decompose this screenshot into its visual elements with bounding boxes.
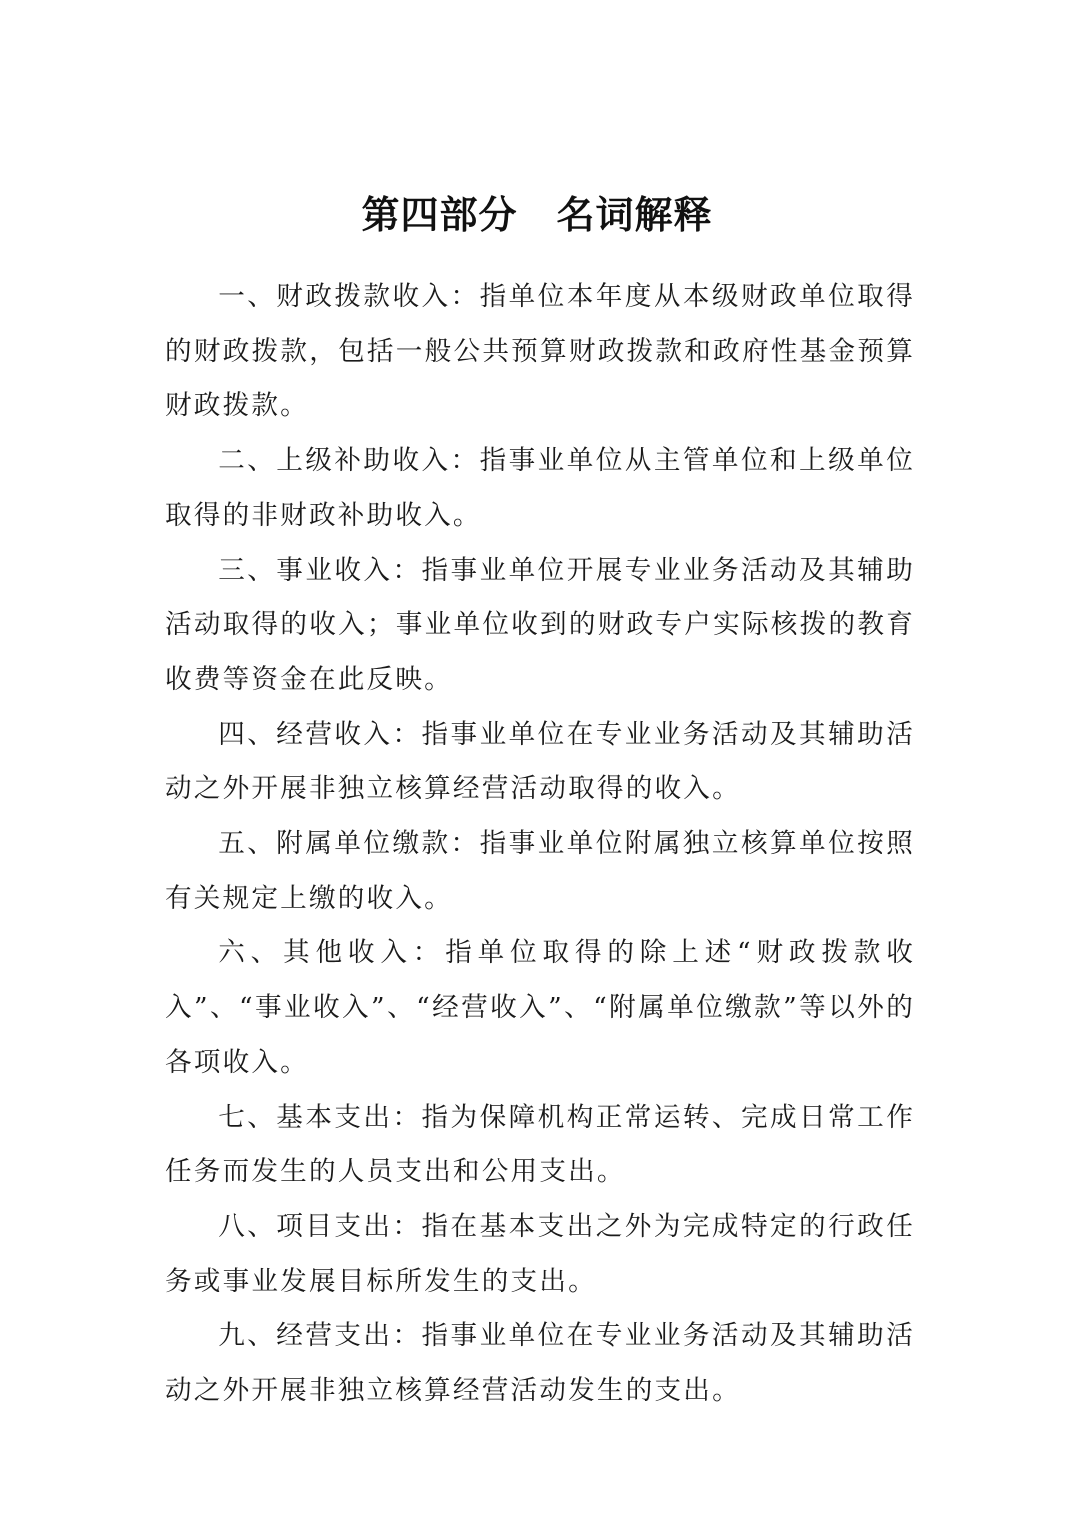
definition-paragraph-1: 一、财政拨款收入：指单位本年度从本级财政单位取得的财政拨款，包括一般公共预算财政拨款和政府性基金预算财政拨款。: [165, 281, 915, 422]
definition-paragraph-2: 二、上级补助收入：指事业单位从主管单位和上级单位取得的非财政补助收入。: [165, 445, 915, 531]
definition-paragraph-8: 八、项目支出：指在基本支出之外为完成特定的行政任务或事业发展目标所发生的支出。: [165, 1210, 915, 1297]
definition-paragraph-7: 七、基本支出：指为保障机构正常运转、完成日常工作任务而发生的人员支出和公用支出。: [165, 1101, 915, 1188]
definitions-body: [165, 270, 915, 1419]
definition-paragraph-5: 五、附属单位缴款：指事业单位附属独立核算单位按照有关规定上缴的收入。: [165, 828, 915, 914]
definition-paragraph-3: 三、事业收入：指事业单位开展专业业务活动及其辅助活动取得的收入；事业单位收到的财政专户实际核拨的教育收费等资金在此反映。: [165, 554, 915, 695]
definition-paragraph-9: 九、经营支出：指事业单位在专业业务活动及其辅助活动之外开展非独立核算经营活动发生的支出。: [165, 1320, 915, 1407]
definition-paragraph-4: 四、经营收入：指事业单位在专业业务活动及其辅助活动之外开展非独立核算经营活动取得的收入。: [165, 718, 915, 805]
definition-paragraph-6: 六、其他收入：指单位取得的除上述“财政拨款收入”、“事业收入”、“经营收入”、“附属单位缴款”等以外的各项收入。: [165, 937, 915, 1078]
page-title: 第四部分 名词解释: [361, 192, 713, 237]
